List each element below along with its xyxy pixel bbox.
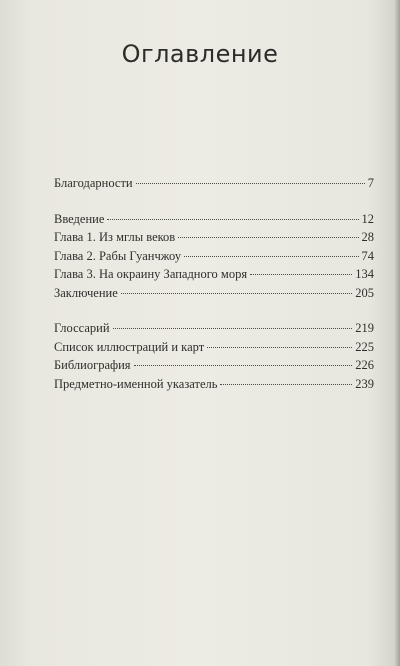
- toc-entry-page: 226: [355, 358, 374, 372]
- dot-leader: [107, 219, 358, 220]
- toc-entry-title: Предметно-именной указатель: [54, 376, 218, 391]
- toc-entry: [54, 375, 374, 394]
- toc-entry-title: Глава 2. Рабы Гуанчжоу: [54, 248, 182, 263]
- toc-entry: [54, 319, 374, 338]
- dot-leader: [220, 384, 352, 385]
- toc-entry-title: Глоссарий: [54, 321, 110, 335]
- toc-entry: [54, 284, 374, 303]
- toc-entry: [54, 338, 374, 357]
- toc-entry-title: Благодарности: [54, 176, 133, 190]
- toc-entry-title: Список иллюстраций и карт: [54, 339, 205, 354]
- toc-entry: [54, 210, 374, 229]
- dot-leader: [250, 274, 352, 275]
- toc-entry-page: 225: [355, 339, 374, 354]
- toc-entry-page: 239: [355, 376, 374, 391]
- toc-entry-page: 205: [355, 285, 374, 300]
- dot-leader: [207, 347, 352, 348]
- dot-leader: [134, 365, 353, 366]
- toc-entry: [54, 228, 374, 247]
- toc-entry-title: Библиография: [54, 358, 131, 372]
- dot-leader: [178, 237, 358, 238]
- toc-entry-page: 12: [361, 211, 374, 226]
- table-of-contents: [54, 174, 374, 393]
- toc-entry-page: 28: [361, 230, 374, 244]
- toc-entry: [54, 247, 374, 266]
- dot-leader: [113, 328, 353, 329]
- toc-entry-title: Заключение: [54, 285, 118, 300]
- dot-leader: [121, 293, 353, 294]
- toc-entry: [54, 174, 374, 193]
- page-title: Оглавление: [121, 40, 279, 68]
- toc-entry: [54, 356, 374, 375]
- toc-entry-page: 219: [355, 321, 374, 335]
- dot-leader: [184, 256, 358, 257]
- toc-entry-title: Введение: [54, 211, 105, 226]
- toc-entry: [54, 265, 374, 284]
- toc-entry-title: Глава 3. На окраину Западного моря: [54, 267, 248, 281]
- toc-entry-page: 74: [361, 248, 374, 263]
- toc-entry-title: Глава 1. Из мглы веков: [54, 230, 176, 244]
- toc-entry-page: 7: [367, 176, 374, 190]
- dot-leader: [136, 183, 365, 184]
- toc-entry-page: 134: [355, 267, 374, 281]
